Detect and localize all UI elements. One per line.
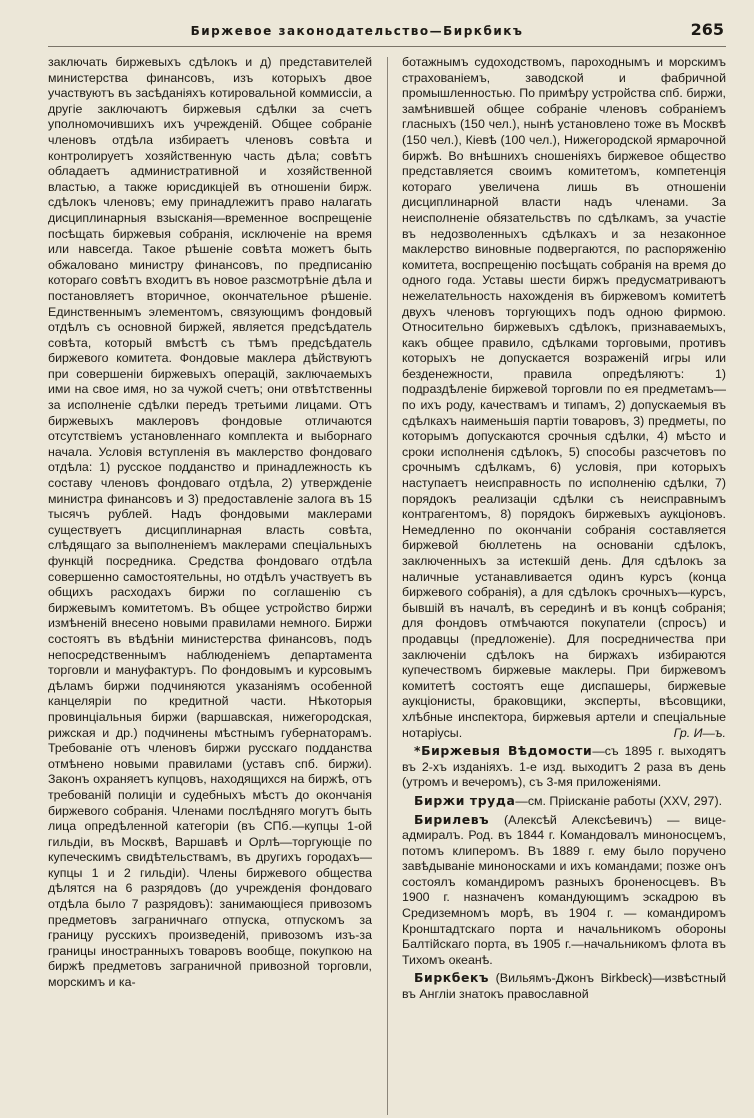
entry-headword: *Биржевыя Вѣдомости (414, 743, 593, 759)
left-column (48, 55, 372, 1115)
entry-text: —съ 1895 г. выходятъ въ 2-хъ изданіяхъ. 1-е изд. выходитъ 2 раза въ день (утромъ и вечеромъ), съ 3-мя приложеніями. (402, 744, 726, 790)
entry-birilev (402, 812, 726, 969)
entry-headword: Биркбекъ (414, 970, 489, 986)
column-divider (387, 57, 388, 1115)
entry-text: —см. Пріисканіе работы (XXV, 297). (515, 793, 723, 808)
entry-birzhevye-vedomosti (402, 743, 726, 791)
right-paragraph (402, 55, 726, 741)
left-paragraph: заключать биржевыхъ сдѣлокъ и д) представителей министерства финансовъ, изъ которыхъ двое участвуютъ въ засѣданіяхъ котировальной коммиссіи, а другіе заключаютъ биржевыя сдѣлки за счетъ уполномочившихъ ихъ учрежденій. Общее собраніе членовъ отдѣла избираетъ членовъ совѣта и контролируетъ хозяйственную часть дѣла; совѣтъ обладаетъ административной и хозяйственной властью, а также юрисдикціей въ отношеніи бирж. сдѣлокъ членовъ; ему принадлежитъ право налагать дисциплинарныя взысканія—временное воспрещеніе посѣщать биржевыя собранія, исключеніе на время или навсегда. Такое рѣшеніе совѣта можетъ быть обжаловано министру финансовъ, по предписанію котораго совѣтъ входитъ въ новое разсмотрѣніе дѣла и постановляетъ вторичное, окончательное рѣшеніе. Единственнымъ элементомъ, связующимъ фондовый отдѣлъ съ основной биржей, является предсѣдатель совѣта, который вмѣстѣ съ тѣмъ предсѣдатель биржевого комитета. Фондовые маклера дѣйствуютъ при совершеніи биржевыхъ операцій, заключаемыхъ ими на свое имя, но за чужой счетъ; они отвѣтственны за исполненіе сдѣлки передъ третьими лицами. Отъ биржевыхъ маклеровъ фондовые отличаются отсутствіемъ установленнаго комплекта и выборнаго начала. Условія вступленія въ маклерство фондоваго отдѣла: 1) русское подданство и принадлежность къ составу членовъ фондоваго отдѣла, 2) утвержденіе министра финансовъ и 3) предоставленіе залога въ 15 тысячъ рублей. Надъ фондовыми маклерами существуетъ дисциплинарная власть совѣта, слѣдящаго за выполненіемъ маклерами спеціальныхъ функцій посредника. Средства фондоваго отдѣла совершенно самостоятельны, но отдѣлъ участвуетъ въ общихъ расходахъ биржи по соглашенію съ биржевымъ комитетомъ. Въ общее устройство биржи измѣненій внесено новыми правилами немного. Биржи состоятъ въ вѣдѣніи министерства финансовъ, подъ непосредственнымъ наблюденіемъ департамента торговли и мануфактуръ. По фондовымъ и курсовымъ дѣламъ биржи подчиняются указаніямъ особенной канцеляріи по кредитной части. Нѣкоторыя провинціальныя биржи (варшавская, нижегородская, рижская и др.) подчинены мѣстнымъ губернаторамъ. Требованіе отъ членовъ биржи русскаго подданства отмѣнено новыми правилами (уставъ спб. биржи). Законъ охраняетъ купцовъ, находящихся на биржѣ, отъ требованій полиціи и судебныхъ мѣстъ до окончанія биржевого собранія. Членами послѣдняго могутъ быть лица опредѣленной категоріи (въ СПб.—купцы 1-ой гильдіи, въ Москвѣ, Варшавѣ и Орлѣ—торгующіе по купеческимъ свидѣтельствамъ, въ другихъ городахъ—купцы 1 и 2 гильдіи). Члены биржевого общества дѣлятся на 6 разрядовъ (до учрежденія фондоваго отдѣла было 7 разрядовъ): занимающіеся привозомъ предметовъ заграничнаго отпуска, отпускомъ за границу русскихъ произведеній, привозомъ изъ-за границы иностранныхъ товаровъ вообще, покупкою на биржѣ предметовъ заграничной привозной торговли, морскимъ и ка- (48, 55, 372, 990)
running-title: Биржевое законодательство—Биркбикъ (190, 24, 524, 38)
entry-text: (Вильямъ-Джонъ Birkbeck)—извѣстный въ Англіи знатокъ православной (402, 971, 726, 1002)
text-columns (48, 55, 726, 1115)
entry-birzhi-truda (402, 793, 726, 810)
entry-headword: Бирилевъ (414, 811, 490, 827)
entry-birkbek (402, 970, 726, 1002)
running-head (48, 20, 726, 47)
right-column (402, 55, 726, 1115)
entry-headword: Биржи труда (414, 792, 516, 808)
page-number: 265 (690, 20, 724, 39)
entry-text: (Алексѣй Алексѣевичъ) — вице-адмиралъ. Род. въ 1844 г. Командовалъ миноносцемъ, потомъ клиперомъ. Въ 1889 г. ему было поручено завѣдываніе миноносками и ихъ командами; позже онъ состоялъ командиромъ разныхъ броненосцевъ. Въ 1900 г. назначенъ командующимъ эскадрою въ Средиземномъ морѣ, въ 1904 г. — командиромъ Кронштадтскаго порта и начальникомъ обороны Балтійскаго порта, въ 1905 г.—начальникомъ флота въ Тихомъ океанѣ. (402, 812, 726, 967)
author-signature: Гр. И—ъ. (673, 725, 726, 740)
right-paragraph-text: ботажнымъ судоходствомъ, пароходнымъ и морскимъ страхованіемъ, заводской и фабричной промышленностью. По примѣру устройства спб. биржи, замѣнившей общее собраніе членовъ собраніемъ гласныхъ (150 чел.), нынѣ установлено тоже въ Москвѣ (150 чел.), Кіевѣ (100 чел.), Нижегородской ярмарочной биржѣ. Во внѣшнихъ сношеніяхъ биржевое общество представляется своимъ комитетомъ, компетенція котораго увеличена лишь въ отношеніи дисциплинарной власти надъ членами. За неисполненіе обязательствъ по сдѣлкамъ, за участіе въ недозволенныхъ сдѣлкахъ и за незаконное маклерство виновные подвергаются, по распоряженію комитета, воспрещенію посѣщать собранія на время до одного года. Уставы шести биржъ предусматриваютъ нежелательность нахожденія въ биржевомъ комитетѣ двухъ членовъ торгующихъ подъ одною фирмою. Относительно биржевыхъ сдѣлокъ, признаваемыхъ, какъ общее правило, сдѣлками торговыми, противъ которыхъ не допускается возраженій игры или безденежности, правила опредѣляютъ: 1) подраздѣленіе биржевой торговли по ея предметамъ—по ихъ роду, качествамъ и типамъ, 2) допускаемыя въ сдѣлкахъ наименьшія партіи товаровъ, 3) предметы, по которымъ допускаются срочныя сдѣлки, 4) мѣсто и сроки исполненія сдѣлокъ, 5) способы разсчетовъ по срочнымъ сдѣлкамъ, 6) условія, при которыхъ наступаетъ неисправность по исполненію сдѣлки, 7) порядокъ реализаціи сдѣлки съ неисправнымъ контрагентомъ, 8) порядокъ биржевыхъ аукціоновъ. Немедленно по окончаніи собранія составляется биржевой бюллетень на основаніи сдѣлокъ, заключенныхъ за истекшій день. Для сдѣлокъ за наличные устанавливается одинъ курсъ (конца биржевого собранія), а для сдѣлокъ срочныхъ—курсъ, бывшій въ началѣ, въ серединѣ и въ концѣ собранія; для фондовъ отмѣчаются покупатели (спросъ) и продавцы (предложеніе). Для посредничества при заключеніи сдѣлокъ на биржахъ избираются купечествомъ биржевые маклеры. При биржевомъ комитетѣ состоятъ еще диспашеры, биржевые аукціонисты, браковщики, эксперты, вѣсовщики, хлѣбные инспектора, биржевыя артели и спеціальные нотаріусы. (402, 55, 726, 740)
